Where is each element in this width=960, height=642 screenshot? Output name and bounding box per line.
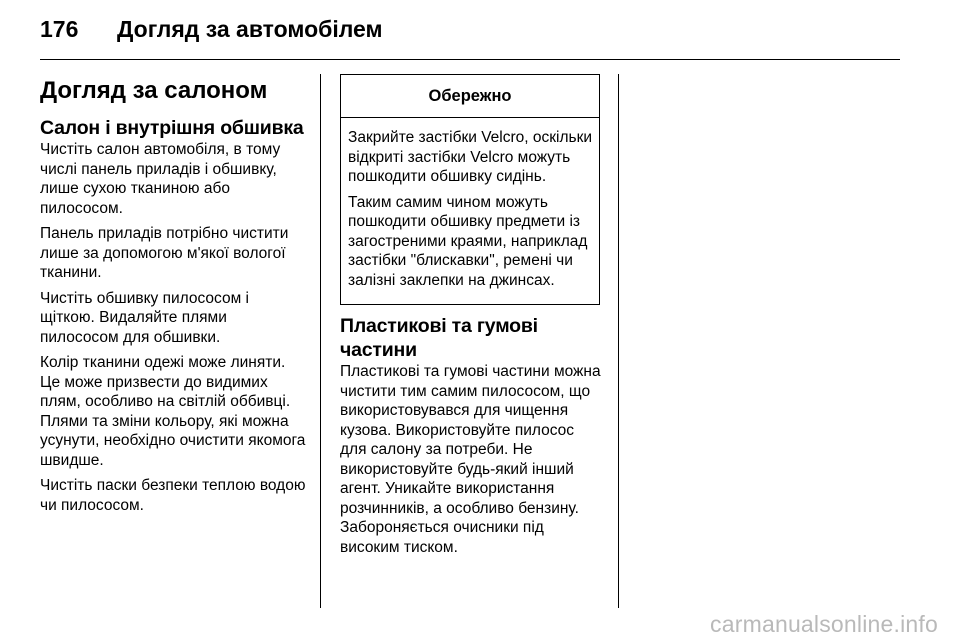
paragraph: Пластикові та гумові частини можна чистити тим самим пилососом, що використовувався для чищення кузова. Використовуйте пилосос для салону за потреби. Не використовуйте будь-який інший агент. Уникайте використання розчинників, а особливо бензину. Забороняється очисники під високим тиском. [340, 363, 601, 556]
caution-paragraph: Таким самим чином можуть пошкодити обшивку предмети із загостреними краями, наприклад застібки "блискавки", ремені чи залізні заклепки на джинсах. [348, 193, 588, 289]
watermark: carmanualsonline.info [710, 611, 938, 637]
left-column [40, 74, 308, 521]
caution-body [341, 118, 599, 304]
caution-box [340, 74, 600, 305]
paragraph: Панель приладів потрібно чистити лише за допомогою м'якої вологої тканини. [40, 225, 289, 281]
column-divider [618, 74, 619, 608]
column-divider [320, 74, 321, 608]
caution-paragraph: Закрийте застібки Velcro, оскільки відкриті застібки Velcro можуть пошкодити обшивку сидінь. [348, 129, 593, 185]
subsection-title-interior: Салон і внутрішня обшивка [40, 117, 304, 139]
paragraph: Чистіть салон автомобіля, в тому числі панель приладів і обшивку, лише сухою тканиною або пилососом. [40, 141, 281, 217]
caution-title: Обережно [341, 75, 599, 118]
paragraph: Чистіть обшивку пилососом і щіткою. Видаляйте плями пилососом для обшивки. [40, 289, 249, 346]
page-number: 176 [40, 16, 79, 42]
subsection-title-plastic: Пластикові та гумові частини [340, 315, 538, 361]
paragraph: Колір тканини одежі може линяти. Це може призвести до видимих плям, особливо на світлій оббивці. Плями та зміни кольору, які можна усунути, необхідно очистити якомога швидше. [40, 354, 306, 469]
header-divider [40, 59, 900, 60]
page-header [40, 16, 910, 50]
section-title: Догляд за салоном [40, 77, 268, 104]
middle-column [340, 74, 602, 563]
paragraph: Чистіть паски безпеки теплою водою чи пилососом. [40, 477, 306, 514]
running-title: Догляд за автомобілем [117, 16, 383, 42]
